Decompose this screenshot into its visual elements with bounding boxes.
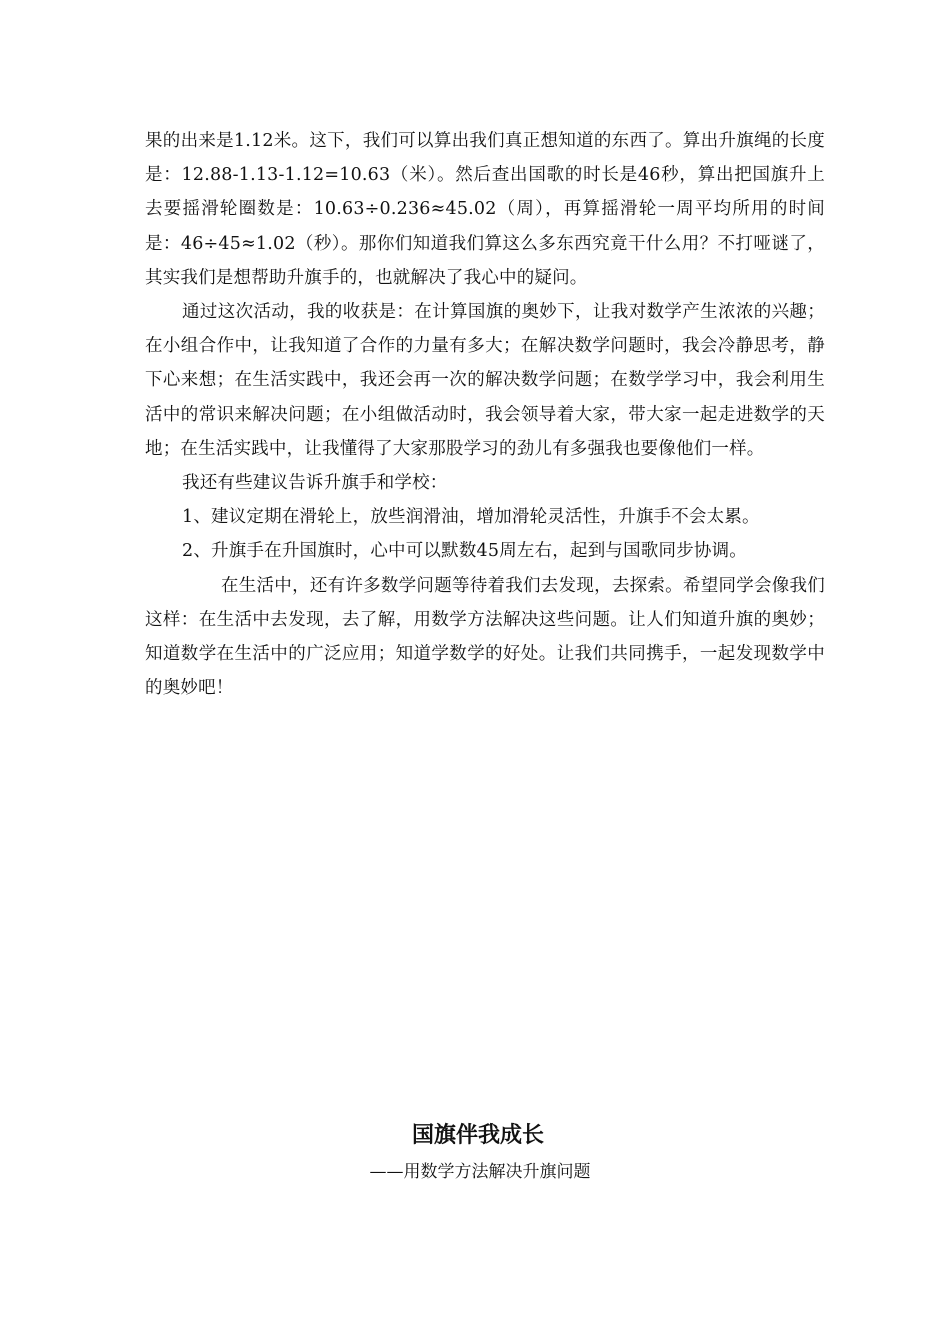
paragraph-suggestions-intro: 我还有些建议告诉升旗手和学校： bbox=[182, 473, 448, 494]
page-title: 国旗伴我成长 bbox=[411, 1123, 544, 1148]
paragraph-gains: 通过这次活动，我的收获是：在计算国旗的奥妙下，让我对数学产生浓浓的兴趣；在小组合作中，让我知道了合作的力量有多大；在解决数学问题时，我会冷静思考，静下心来想；在生活实践中，我还会再一次的解决数学问题；在数学学习中，我会利用生活中的常识来解决问题；在小组做活动时，我会领导着大家，带大家一起走进数学的天地；在生活实践中，让我懂得了大家那股学习的劲儿有多强我也要像他们一样。 bbox=[145, 302, 825, 459]
paragraph-suggestion-1: 1、建议定期在滑轮上，放些润滑油，增加滑轮灵活性，升旗手不会太累。 bbox=[182, 507, 760, 528]
page-subtitle: ——用数学方法解决升旗问题 bbox=[369, 1162, 591, 1182]
paragraph-suggestion-2: 2、升旗手在升国旗时，心中可以默数45周左右，起到与国歌同步协调。 bbox=[182, 541, 747, 562]
title-block bbox=[0, 1118, 950, 1186]
paragraph-calculation: 果的出来是1.12米。这下，我们可以算出我们真正想知道的东西了。算出升旗绳的长度是：12.88-1.13-1.12=10.63（米）。然后查出国歌的时长是46秒，算出把国旗升上去要摇滑轮圈数是：10.63÷0.236≈45.02（周），再算摇滑轮一周平均所用的时间是：46÷45≈1.02（秒）。那你们知道我们算这么多东西究竟干什么用？不打哑谜了，其实我们是想帮助升旗手的，也就解决了我心中的疑问。 bbox=[145, 131, 825, 288]
document-body bbox=[145, 124, 825, 705]
paragraph-conclusion: 在生活中，还有许多数学问题等待着我们去发现，去探索。希望同学会像我们这样：在生活中去发现，去了解，用数学方法解决这些问题。让人们知道升旗的奥妙；知道数学在生活中的广泛应用；知道学数学的好处。让我们共同携手，一起发现数学中的奥妙吧！ bbox=[145, 575, 825, 699]
